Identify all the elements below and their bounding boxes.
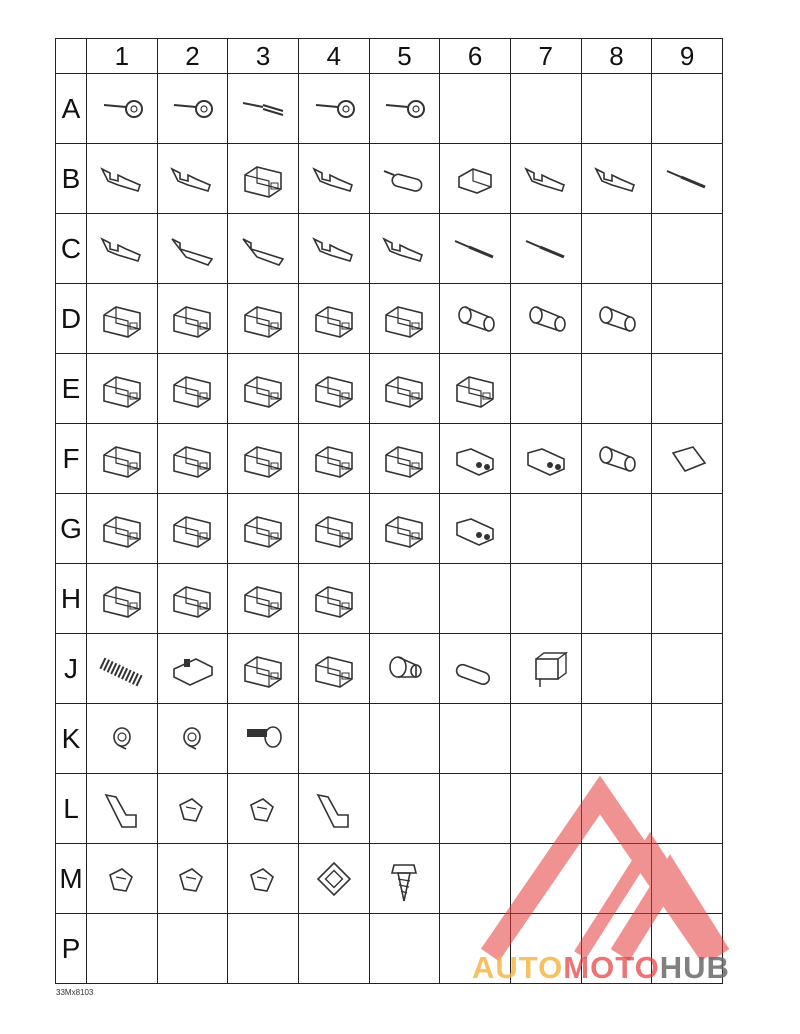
row-header: M xyxy=(56,844,87,914)
grommet-icon xyxy=(166,715,218,763)
cell-B4 xyxy=(298,144,369,214)
crimp-terminal-icon xyxy=(96,225,148,273)
cell-C1 xyxy=(87,214,158,284)
clip-icon xyxy=(237,855,289,903)
connector-housing-icon xyxy=(308,645,360,693)
ring-terminal-icon xyxy=(166,85,218,133)
empty-cell xyxy=(369,564,440,634)
cell-D8 xyxy=(581,284,652,354)
cell-F7 xyxy=(510,424,581,494)
row-header: A xyxy=(56,74,87,144)
cell-F6 xyxy=(440,424,511,494)
round-housing-icon xyxy=(520,295,572,343)
watermark-text xyxy=(472,950,730,986)
ring-terminal-icon xyxy=(96,85,148,133)
column-header: 9 xyxy=(652,39,723,74)
cell-D7 xyxy=(510,284,581,354)
empty-cell xyxy=(581,494,652,564)
connector-housing-icon xyxy=(166,365,218,413)
cell-L1 xyxy=(87,774,158,844)
connector-housing-icon xyxy=(237,435,289,483)
boot-icon xyxy=(661,435,713,483)
table-row xyxy=(56,354,723,424)
empty-cell xyxy=(652,774,723,844)
connector-housing-icon xyxy=(378,505,430,553)
sealed-connector-icon xyxy=(520,435,572,483)
empty-cell xyxy=(440,74,511,144)
cell-M2 xyxy=(157,844,228,914)
plug-icon xyxy=(237,715,289,763)
cell-J3 xyxy=(228,634,299,704)
cell-G6 xyxy=(440,494,511,564)
empty-cell xyxy=(652,284,723,354)
crimp-terminal-icon xyxy=(378,225,430,273)
cell-F2 xyxy=(157,424,228,494)
connector-housing-icon xyxy=(237,575,289,623)
cell-M4 xyxy=(298,844,369,914)
empty-cell xyxy=(369,774,440,844)
empty-cell xyxy=(581,704,652,774)
empty-cell xyxy=(440,774,511,844)
table-row xyxy=(56,424,723,494)
connector-housing-icon xyxy=(308,575,360,623)
empty-cell xyxy=(510,354,581,424)
row-header: K xyxy=(56,704,87,774)
clip-icon xyxy=(166,855,218,903)
table-row xyxy=(56,634,723,704)
flat-terminal-icon xyxy=(237,225,289,273)
table-row xyxy=(56,774,723,844)
cell-A2 xyxy=(157,74,228,144)
corrugated-tube-icon xyxy=(96,645,148,693)
cell-B1 xyxy=(87,144,158,214)
watermark-moto: MOTO xyxy=(563,950,660,985)
ring-terminal-icon xyxy=(308,85,360,133)
table-row xyxy=(56,564,723,634)
row-header: F xyxy=(56,424,87,494)
empty-cell xyxy=(652,634,723,704)
column-header: 3 xyxy=(228,39,299,74)
cell-D2 xyxy=(157,284,228,354)
bullet-housing-icon xyxy=(449,645,501,693)
column-header: 8 xyxy=(581,39,652,74)
bulb-socket-icon xyxy=(378,645,430,693)
crimp-terminal-icon xyxy=(520,155,572,203)
empty-cell xyxy=(510,494,581,564)
watermark-hub: HUB xyxy=(659,950,730,985)
cell-G4 xyxy=(298,494,369,564)
cell-B6 xyxy=(440,144,511,214)
footer-code: 33Mx8103 xyxy=(56,988,94,997)
cell-D6 xyxy=(440,284,511,354)
row-header: J xyxy=(56,634,87,704)
table-row xyxy=(56,704,723,774)
empty-cell xyxy=(87,914,158,984)
row-header: P xyxy=(56,914,87,984)
cell-H2 xyxy=(157,564,228,634)
connector-housing-icon xyxy=(96,435,148,483)
empty-cell xyxy=(510,704,581,774)
empty-cell xyxy=(581,774,652,844)
fuse-holder-icon xyxy=(166,645,218,693)
empty-cell xyxy=(652,564,723,634)
cell-M1 xyxy=(87,844,158,914)
cell-M5 xyxy=(369,844,440,914)
row-header: G xyxy=(56,494,87,564)
cell-B2 xyxy=(157,144,228,214)
connector-housing-icon xyxy=(378,295,430,343)
cell-B3 xyxy=(228,144,299,214)
cell-F8 xyxy=(581,424,652,494)
cell-J2 xyxy=(157,634,228,704)
cell-F3 xyxy=(228,424,299,494)
connector-housing-icon xyxy=(96,575,148,623)
cell-G5 xyxy=(369,494,440,564)
cell-E3 xyxy=(228,354,299,424)
row-header: L xyxy=(56,774,87,844)
cell-G2 xyxy=(157,494,228,564)
connector-housing-icon xyxy=(237,505,289,553)
cell-H3 xyxy=(228,564,299,634)
empty-cell xyxy=(581,634,652,704)
table-row xyxy=(56,494,723,564)
flat-terminal-icon xyxy=(166,225,218,273)
cell-D4 xyxy=(298,284,369,354)
empty-cell xyxy=(440,564,511,634)
cell-J1 xyxy=(87,634,158,704)
cell-J6 xyxy=(440,634,511,704)
connector-housing-icon xyxy=(96,365,148,413)
grommet-icon xyxy=(96,715,148,763)
angle-housing-icon xyxy=(449,155,501,203)
empty-cell xyxy=(581,564,652,634)
pin-terminal-icon xyxy=(449,225,501,273)
cell-C2 xyxy=(157,214,228,284)
spade-terminal-icon xyxy=(237,85,289,133)
cell-L3 xyxy=(228,774,299,844)
cell-H4 xyxy=(298,564,369,634)
empty-cell xyxy=(652,74,723,144)
cell-D3 xyxy=(228,284,299,354)
cell-F5 xyxy=(369,424,440,494)
empty-cell xyxy=(652,844,723,914)
cell-D5 xyxy=(369,284,440,354)
cell-L2 xyxy=(157,774,228,844)
table-row xyxy=(56,284,723,354)
empty-cell xyxy=(510,74,581,144)
table-row xyxy=(56,74,723,144)
bullet-terminal-icon xyxy=(378,155,430,203)
crimp-terminal-icon xyxy=(308,225,360,273)
connector-housing-icon xyxy=(96,295,148,343)
column-header: 2 xyxy=(157,39,228,74)
connector-housing-icon xyxy=(308,505,360,553)
connector-housing-icon xyxy=(166,295,218,343)
empty-cell xyxy=(652,354,723,424)
empty-cell xyxy=(228,914,299,984)
bracket-icon xyxy=(96,785,148,833)
round-housing-icon xyxy=(590,295,642,343)
column-header: 1 xyxy=(87,39,158,74)
connector-housing-icon xyxy=(308,435,360,483)
table-row xyxy=(56,844,723,914)
cell-J4 xyxy=(298,634,369,704)
empty-cell xyxy=(510,774,581,844)
column-header: 7 xyxy=(510,39,581,74)
connector-housing-icon xyxy=(237,645,289,693)
connector-housing-icon xyxy=(378,365,430,413)
cell-E2 xyxy=(157,354,228,424)
sealed-connector-icon xyxy=(449,435,501,483)
connector-housing-icon xyxy=(237,365,289,413)
cell-E1 xyxy=(87,354,158,424)
cell-J5 xyxy=(369,634,440,704)
watermark-auto: AUTO xyxy=(472,950,564,985)
empty-cell xyxy=(581,354,652,424)
empty-cell xyxy=(298,704,369,774)
clip-icon xyxy=(96,855,148,903)
empty-cell xyxy=(581,844,652,914)
crimp-terminal-icon xyxy=(590,155,642,203)
cell-C4 xyxy=(298,214,369,284)
cell-K2 xyxy=(157,704,228,774)
screw-icon xyxy=(378,855,430,903)
connector-housing-icon xyxy=(166,435,218,483)
crimp-terminal-icon xyxy=(166,155,218,203)
round-housing-icon xyxy=(449,295,501,343)
cell-A4 xyxy=(298,74,369,144)
empty-cell xyxy=(440,844,511,914)
pin-terminal-icon xyxy=(520,225,572,273)
clip-icon xyxy=(166,785,218,833)
cell-B8 xyxy=(581,144,652,214)
cell-C7 xyxy=(510,214,581,284)
cell-C5 xyxy=(369,214,440,284)
empty-cell xyxy=(581,214,652,284)
round-housing-icon xyxy=(590,435,642,483)
cell-A1 xyxy=(87,74,158,144)
cell-B5 xyxy=(369,144,440,214)
row-header: B xyxy=(56,144,87,214)
row-header: C xyxy=(56,214,87,284)
cell-E5 xyxy=(369,354,440,424)
crimp-terminal-icon xyxy=(308,155,360,203)
row-header: D xyxy=(56,284,87,354)
empty-cell xyxy=(581,74,652,144)
cell-D1 xyxy=(87,284,158,354)
empty-cell xyxy=(298,914,369,984)
cell-B7 xyxy=(510,144,581,214)
row-header: H xyxy=(56,564,87,634)
column-header: 5 xyxy=(369,39,440,74)
relay-icon xyxy=(520,645,572,693)
cell-G1 xyxy=(87,494,158,564)
cell-A5 xyxy=(369,74,440,144)
sealed-connector-icon xyxy=(449,505,501,553)
cell-J7 xyxy=(510,634,581,704)
corner-cell xyxy=(56,39,87,74)
connector-housing-icon xyxy=(237,295,289,343)
empty-cell xyxy=(652,494,723,564)
cell-B9 xyxy=(652,144,723,214)
cell-E6 xyxy=(440,354,511,424)
cell-L4 xyxy=(298,774,369,844)
column-header: 4 xyxy=(298,39,369,74)
empty-cell xyxy=(652,704,723,774)
table-row xyxy=(56,214,723,284)
cell-C6 xyxy=(440,214,511,284)
cell-K1 xyxy=(87,704,158,774)
pin-terminal-icon xyxy=(661,155,713,203)
clip-icon xyxy=(237,785,289,833)
empty-cell xyxy=(652,214,723,284)
crimp-terminal-icon xyxy=(96,155,148,203)
cell-F1 xyxy=(87,424,158,494)
cell-M3 xyxy=(228,844,299,914)
ring-terminal-icon xyxy=(378,85,430,133)
table-row xyxy=(56,144,723,214)
cell-A3 xyxy=(228,74,299,144)
connector-table xyxy=(55,38,723,984)
row-header: E xyxy=(56,354,87,424)
cell-G3 xyxy=(228,494,299,564)
cell-F9 xyxy=(652,424,723,494)
cable-tie-mount-icon xyxy=(308,855,360,903)
connector-housing-icon xyxy=(166,505,218,553)
empty-cell xyxy=(510,564,581,634)
cell-C3 xyxy=(228,214,299,284)
connector-housing-icon xyxy=(96,505,148,553)
empty-cell xyxy=(510,844,581,914)
cell-K3 xyxy=(228,704,299,774)
cell-E4 xyxy=(298,354,369,424)
connector-housing-icon xyxy=(449,365,501,413)
connector-housing-icon xyxy=(378,435,430,483)
empty-cell xyxy=(157,914,228,984)
empty-cell xyxy=(369,914,440,984)
cell-H1 xyxy=(87,564,158,634)
connector-housing-icon xyxy=(308,295,360,343)
empty-cell xyxy=(440,704,511,774)
connector-housing-icon xyxy=(166,575,218,623)
cell-F4 xyxy=(298,424,369,494)
connector-housing-icon xyxy=(308,365,360,413)
bracket-icon xyxy=(308,785,360,833)
column-header: 6 xyxy=(440,39,511,74)
empty-cell xyxy=(369,704,440,774)
connector-housing-icon xyxy=(237,155,289,203)
